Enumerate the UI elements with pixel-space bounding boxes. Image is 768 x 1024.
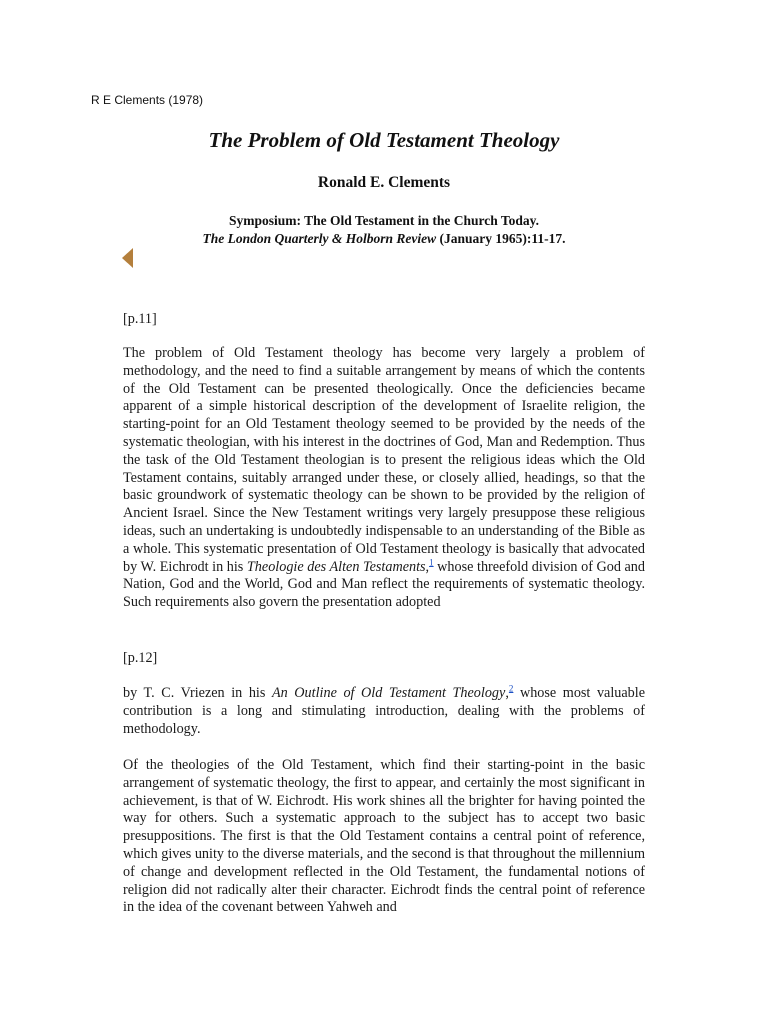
book-title-eichrodt: Theologie des Alten Testaments [246, 558, 426, 575]
paragraph-2-text-a: by T. C. Vriezen in his [123, 685, 272, 701]
article-author: Ronald E. Clements [317, 174, 451, 191]
back-arrow-icon[interactable] [122, 248, 133, 268]
paragraph-2-text-b: whose most valuable contribution is a long and stimulating introduction, dealing with the problems of methodology. [123, 685, 646, 737]
book-title-vriezen: An Outline of Old Testament Theology [271, 685, 506, 701]
symposium-line: Symposium: The Old Testament in the Church Today. [228, 213, 540, 228]
paragraph-1-text-a: The problem of Old Testament theology has become very largely a problem of methodology, and the need to find a suitable arrangement by means of which the contents of the Old Testament can be presented theologically. Once the deficiencies became apparent of a simple historical description of the development of Israelite religion, the starting-point for an Old Testament theology seemed to be provided by the needs of the systematic theologian, with his interest in the doctrines of God, Man and Redemption. Thus the task of the Old Testament theologian is to present the religious ideas which the Old Testament contains, suitably arranged under these, or closely allied, headings, so that the basic groundwork of systematic theology can be shown to be provided by the religion of Ancient Israel. Since the New Testament writings very largely presuppose these religious ideas, such an undertaking is undoubtedly indispensable to an understanding of the Bible as a whole. This systematic presentation of Old Testament theology is basically that advocated by W. Eichrodt in his [123, 345, 645, 575]
paragraph-2-comma: , [505, 685, 509, 701]
citation-header: R E Clements (1978) [91, 93, 204, 107]
article-title: The Problem of Old Testament Theology [208, 128, 560, 152]
page-marker-12: [p.12] [123, 650, 158, 666]
publication-info [0, 212, 768, 248]
footnote-link-2[interactable]: 2 [508, 683, 514, 694]
journal-name: The London Quarterly & Holborn Review [202, 231, 437, 246]
paragraph-1-comma: , [425, 558, 430, 575]
paragraph-3: Of the theologies of the Old Testament, which find their starting-point in the basic arrangement of systematic theology, the first to appear, and certainly the most significant in achievement, is that of W. Eichrodt. His work shines all the brighter for having pointed the way for others. Such a systematic approach to the subject has to accept two basic presuppositions. The first is that the Old Testament contains a central point of reference, which gives unity to the diverse materials, and the second is that throughout the millennium of change and development reflected in the Old Testament, the fundamental notions of religion did not radically alter their character. Eichrodt finds the central point of reference in the idea of the covenant between Yahweh and [123, 757, 645, 916]
paragraph-1-text-b: whose threefold division of God and Nation, God and the World, God and Man reflect the requirements of systematic theology. Such requirements also govern the presentation adopted [123, 558, 645, 611]
journal-line [0, 230, 768, 248]
footnote-link-1[interactable]: 1 [429, 556, 434, 567]
paragraph-1 [123, 345, 645, 612]
paragraph-2 [123, 685, 645, 738]
page-marker-11: [p.11] [123, 311, 157, 327]
journal-details: (January 1965):11-17. [436, 231, 566, 246]
